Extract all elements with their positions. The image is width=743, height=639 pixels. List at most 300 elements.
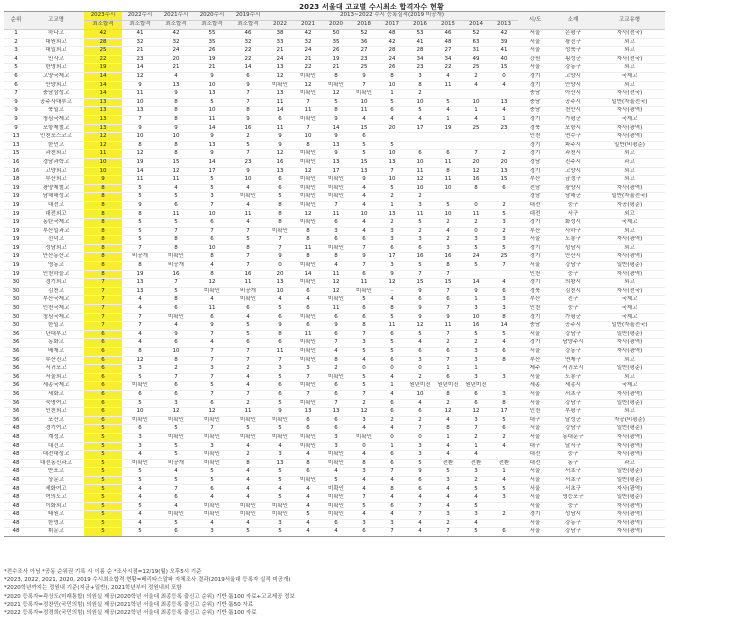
table-row [4, 347, 665, 356]
count-2022-cell: 10 [122, 133, 158, 142]
region-cell: 부산 [518, 176, 552, 185]
school-type-cell: 일반(평준) [594, 425, 665, 434]
district-cell: 서초구 [552, 468, 594, 477]
reg-2018-cell: 4 [350, 201, 378, 210]
reg-2018-cell: 5 [350, 150, 378, 159]
reg-2017-cell: 8 [378, 72, 406, 81]
district-cell: 동대문구 [552, 433, 594, 442]
count-2020-cell: 55 [194, 30, 230, 39]
count-2022-cell: 5 [122, 468, 158, 477]
count-2020-cell: 9 [194, 322, 230, 331]
region-cell: 경기 [518, 141, 552, 150]
reg-2017-cell: 4 [378, 476, 406, 485]
count-2021-cell: 6 [158, 201, 194, 210]
table-row [4, 459, 665, 468]
count-2023-cell: 5 [84, 528, 122, 537]
reg-2021-cell: 미확인 [294, 184, 322, 193]
reg-2022-cell: 3 [266, 451, 294, 460]
count-2021-cell: 3 [158, 399, 194, 408]
reg-2021-cell: 미확인 [294, 262, 322, 271]
count-2021-cell: 5 [158, 476, 194, 485]
reg-2022-cell: 6 [266, 176, 294, 185]
count-2021-cell: 10 [158, 347, 194, 356]
reg-2013-cell: 2 [490, 201, 518, 210]
count-2021-cell: 9 [158, 330, 194, 339]
reg-2022-cell: 5 [266, 425, 294, 434]
table-row [4, 141, 665, 150]
count-2019-cell: 16 [230, 270, 266, 279]
count-2023-cell: 8 [84, 219, 122, 228]
reg-2015-cell: 8 [434, 390, 462, 399]
count-2021-cell: 11 [158, 210, 194, 219]
region-cell: 서울 [518, 494, 552, 503]
school-name-cell: 배재고 [28, 347, 84, 356]
reg-2013-cell: 6 [490, 528, 518, 537]
count-2019-cell: 미확인 [230, 433, 266, 442]
reg-2020-cell: 미확인 [322, 373, 350, 382]
region-cell: 서울 [518, 64, 552, 73]
reg-2020-cell: 11 [322, 270, 350, 279]
school-type-cell: 외고 [594, 356, 665, 365]
reg-2022-cell: 미확인 [266, 433, 294, 442]
rank-cell: 19 [4, 262, 28, 271]
rank-cell: 48 [4, 502, 28, 511]
region-cell: 서울 [518, 373, 552, 382]
reg-2017-cell: 10 [378, 81, 406, 90]
rank-cell: 36 [4, 390, 28, 399]
school-name-cell: 경남과학고 [28, 158, 84, 167]
reg-2021-cell: 6 [294, 416, 322, 425]
count-2019-cell: 6 [230, 305, 266, 314]
reg-2013-cell: 39 [490, 38, 518, 47]
school-type-cell: 국제고 [594, 382, 665, 391]
region-cell: 부산 [518, 227, 552, 236]
reg-2022-cell: 11 [266, 124, 294, 133]
reg-2020-cell: 12 [322, 279, 350, 288]
count-2021-cell: 8 [158, 236, 194, 245]
table-row [4, 365, 665, 374]
reg-2022-cell: 미확인 [266, 81, 294, 90]
count-2019-cell: 5 [230, 236, 266, 245]
reg-2021-cell: 6 [294, 425, 322, 434]
region-cell: 인천 [518, 305, 552, 314]
reg-2021-cell: 4 [294, 502, 322, 511]
reg-2021-cell: 4 [294, 528, 322, 537]
rank-cell: 36 [4, 382, 28, 391]
reg-2015-cell: 6 [434, 150, 462, 159]
count-2021-cell: 5 [158, 519, 194, 528]
reg-2017-cell: 13 [378, 158, 406, 167]
district-cell: 강동구 [552, 64, 594, 73]
count-2021-cell: 미확인 [158, 433, 194, 442]
reg-2020-cell: 6 [322, 236, 350, 245]
rank-cell: 19 [4, 253, 28, 262]
region-cell: 부산 [518, 296, 552, 305]
count-2020-cell: 26 [194, 47, 230, 56]
reg-2018-cell: 6 [350, 313, 378, 322]
count-2019-cell: 5 [230, 322, 266, 331]
reg-2016-cell: 2 [406, 373, 434, 382]
reg-2013-cell: 5 [490, 244, 518, 253]
region-cell: 부산 [518, 356, 552, 365]
count-2019-cell: 22 [230, 55, 266, 64]
count-2022-cell: 9 [122, 81, 158, 90]
header-2023-sub: 최소합격 [84, 21, 122, 30]
reg-2015-cell: 3 [434, 511, 462, 520]
reg-2021-cell: 5 [294, 511, 322, 520]
count-2022-cell: 5 [122, 399, 158, 408]
reg-2013-cell: 3 [490, 494, 518, 503]
district-cell: 중구 [552, 451, 594, 460]
reg-2022-cell: 6 [266, 115, 294, 124]
region-cell: 전남 [518, 184, 552, 193]
school-type-cell: 외고 [594, 279, 665, 288]
reg-2017-cell: 3 [378, 519, 406, 528]
reg-2022-cell: 9 [266, 141, 294, 150]
count-2019-cell: 4 [230, 468, 266, 477]
reg-2014-cell: 3 [462, 468, 490, 477]
count-2023-cell: 9 [84, 176, 122, 185]
reg-2016-cell: 3 [406, 72, 434, 81]
reg-2016-cell: 9 [406, 305, 434, 314]
reg-2015-cell: 4 [434, 451, 462, 460]
reg-2014-cell: 49 [462, 55, 490, 64]
school-name-cell: 대건고 [28, 442, 84, 451]
reg-2015-cell: 46 [434, 30, 462, 39]
count-2019-cell: 4 [230, 494, 266, 503]
school-type-cell: 국제고 [594, 313, 665, 322]
region-cell: 서울 [518, 433, 552, 442]
reg-2017-cell: 1 [378, 382, 406, 391]
count-2020-cell: 6 [194, 399, 230, 408]
rank-cell: 48 [4, 433, 28, 442]
count-2021-cell: 5 [158, 219, 194, 228]
count-2019-cell: 5 [230, 330, 266, 339]
reg-2021-cell: 미확인 [294, 176, 322, 185]
reg-2020-cell: 12 [322, 287, 350, 296]
school-type-cell: 외고 [594, 244, 665, 253]
district-cell: 부평구 [552, 408, 594, 417]
school-type-cell: 외고 [594, 210, 665, 219]
count-2021-cell: 15 [158, 158, 194, 167]
reg-2018-cell: 36 [350, 38, 378, 47]
count-2020-cell: 13 [194, 90, 230, 99]
count-2022-cell: 4 [122, 296, 158, 305]
rank-cell: 4 [4, 55, 28, 64]
reg-2020-cell: 6 [322, 425, 350, 434]
reg-2022-cell: 13 [266, 279, 294, 288]
reg-2018-cell: 4 [350, 219, 378, 228]
rank-cell: 48 [4, 476, 28, 485]
rank-cell: 36 [4, 347, 28, 356]
count-2020-cell: 13 [194, 141, 230, 150]
reg-2018-cell: 4 [350, 485, 378, 494]
count-2022-cell: 21 [122, 47, 158, 56]
reg-2015-cell: 27 [434, 47, 462, 56]
reg-2018-cell: 미확인 [350, 90, 378, 99]
reg-2020-cell: 9 [322, 322, 350, 331]
rank-cell: 48 [4, 442, 28, 451]
district-cell: 성남시 [552, 511, 594, 520]
table-row [4, 356, 665, 365]
reg-2020-cell: 미확인 [322, 451, 350, 460]
school-type-cell: 자사(광역) [594, 124, 665, 133]
reg-2013-cell: 40 [490, 55, 518, 64]
count-2022-cell: 14 [122, 167, 158, 176]
count-2020-cell: 6 [194, 219, 230, 228]
count-2023-cell: 7 [84, 287, 122, 296]
reg-2021-cell: 8 [294, 253, 322, 262]
reg-2017-cell: 5 [378, 184, 406, 193]
count-2019-cell: 14 [230, 64, 266, 73]
reg-2015-cell: 9 [434, 313, 462, 322]
reg-2014-cell: 2 [462, 433, 490, 442]
region-cell: 서울 [518, 485, 552, 494]
reg-2021-cell: 4 [294, 519, 322, 528]
school-name-cell: 한영외고 [28, 64, 84, 73]
reg-2022-cell: 12 [266, 150, 294, 159]
reg-2017-cell: 48 [378, 30, 406, 39]
rank-cell: 19 [4, 193, 28, 202]
school-name-cell: 대전대성고 [28, 451, 84, 460]
reg-2018-cell: 5 [350, 141, 378, 150]
reg-2020-cell: 미확인 [322, 296, 350, 305]
district-cell: 안양시 [552, 81, 594, 90]
header-row-1 [4, 12, 665, 21]
reg-2022-cell: 5 [266, 193, 294, 202]
district-cell: 연수구 [552, 133, 594, 142]
school-name-cell: 부산외고 [28, 176, 84, 185]
table-row [4, 253, 665, 262]
count-2020-cell: 미확인 [194, 511, 230, 520]
count-2021-cell: 42 [158, 30, 194, 39]
school-name-cell: 한영고 [28, 519, 84, 528]
region-cell: 경기 [518, 167, 552, 176]
count-2020-cell: 12 [194, 279, 230, 288]
reg-2015-cell: 7 [434, 305, 462, 314]
region-cell: 대구 [518, 442, 552, 451]
count-2020-cell: 8 [194, 270, 230, 279]
count-2019-cell: 미확인 [230, 296, 266, 305]
reg-2017-cell: 28 [378, 47, 406, 56]
reg-2017-cell: 0 [378, 365, 406, 374]
count-2021-cell: 8 [158, 98, 194, 107]
reg-2013-cell: 4 [490, 81, 518, 90]
count-2019-cell: 4 [230, 519, 266, 528]
count-2023-cell: 5 [84, 494, 122, 503]
table-row [4, 287, 665, 296]
reg-2015-cell: 8 [434, 262, 462, 271]
reg-2021-cell: 3 [294, 365, 322, 374]
count-2023-cell: 7 [84, 296, 122, 305]
count-2020-cell: 6 [194, 485, 230, 494]
reg-2017-cell: 1 [378, 442, 406, 451]
reg-2020-cell: 3 [322, 227, 350, 236]
header-group-span: 2013~2022 수시 등록실적(2019 미공개) [266, 12, 518, 21]
count-2020-cell: 6 [194, 236, 230, 245]
reg-2018-cell: 10 [350, 210, 378, 219]
reg-2018-cell: 11 [350, 279, 378, 288]
header-2019-sub: 최소합격 [230, 21, 266, 30]
rank-cell: 30 [4, 322, 28, 331]
region-cell: 경기 [518, 339, 552, 348]
reg-2013-cell: 5 [490, 210, 518, 219]
count-2020-cell: 9 [194, 72, 230, 81]
school-type-cell: 외고 [594, 176, 665, 185]
reg-2014-cell: 1 [462, 365, 490, 374]
reg-2015-cell: 7 [434, 287, 462, 296]
reg-2016-cell: 6 [406, 476, 434, 485]
count-2023-cell: 6 [84, 356, 122, 365]
school-type-cell: 자사(전국) [594, 30, 665, 39]
reg-2021-cell: 4 [294, 451, 322, 460]
rank-cell: 16 [4, 167, 28, 176]
count-2019-cell: 9 [230, 115, 266, 124]
reg-2014-cell: 5 [462, 485, 490, 494]
reg-2017-cell: 6 [378, 459, 406, 468]
reg-2014-cell: 16 [462, 176, 490, 185]
reg-2022-cell: 9 [266, 253, 294, 262]
count-2019-cell: 4 [230, 373, 266, 382]
reg-2022-cell: 미확인 [266, 511, 294, 520]
reg-2022-cell: 11 [266, 347, 294, 356]
reg-2014-cell: 25 [462, 124, 490, 133]
count-2023-cell: 11 [84, 150, 122, 159]
reg-2014-cell: 7 [462, 425, 490, 434]
school-name-cell: 하나고 [28, 30, 84, 39]
district-cell: 횡성군 [552, 55, 594, 64]
count-2020-cell: 5 [194, 176, 230, 185]
district-cell: 공주시 [552, 322, 594, 331]
district-cell: 강남구 [552, 330, 594, 339]
district-cell: 과천시 [552, 150, 594, 159]
count-2019-cell: 5 [230, 141, 266, 150]
reg-2022-cell: 3 [266, 519, 294, 528]
reg-2016-cell: 5 [406, 330, 434, 339]
count-2020-cell: 11 [194, 115, 230, 124]
rank-cell: 3 [4, 47, 28, 56]
count-2020-cell: 미확인 [194, 502, 230, 511]
district-cell: 공주시 [552, 98, 594, 107]
header-year-2020: 2020 [322, 21, 350, 30]
reg-2021-cell: 11 [294, 330, 322, 339]
reg-2017-cell: 6 [378, 451, 406, 460]
reg-2016-cell: 2 [406, 416, 434, 425]
district-cell: 영등포구 [552, 494, 594, 503]
reg-2014-cell: 7 [462, 150, 490, 159]
reg-2013-cell [490, 270, 518, 279]
header-year-2014: 2014 [462, 21, 490, 30]
reg-2018-cell: 6 [350, 528, 378, 537]
count-2020-cell: 미확인 [194, 451, 230, 460]
count-2019-cell: 5 [230, 425, 266, 434]
table-row [4, 339, 665, 348]
count-2022-cell: 13 [122, 107, 158, 116]
table-row [4, 193, 665, 202]
reg-2015-cell: 4 [434, 502, 462, 511]
table-row [4, 81, 665, 90]
school-name-cell: 인천하늘고 [28, 270, 84, 279]
reg-2016-cell: 3 [406, 236, 434, 245]
reg-2016-cell: 8 [406, 81, 434, 90]
school-name-cell: 계성고 [28, 433, 84, 442]
count-2022-cell: 4 [122, 511, 158, 520]
reg-2015-cell: 8 [434, 167, 462, 176]
rank-cell: 30 [4, 313, 28, 322]
school-type-cell: 자사(광역) [594, 511, 665, 520]
reg-2016-cell: 12 [406, 176, 434, 185]
count-2020-cell: 19 [194, 55, 230, 64]
school-name-cell: 공주사대부고 [28, 98, 84, 107]
reg-2021-cell: 미확인 [294, 193, 322, 202]
footnote-line: *전수조사 아님 *공동 순위권 기록 시 이름 순 *조사시점=12/19(월) 오후5시 기준 [4, 569, 202, 575]
count-2019-cell: 8 [230, 459, 266, 468]
count-2023-cell: 12 [84, 141, 122, 150]
school-type-cell: 자사(광역) [594, 451, 665, 460]
header-district: 소재 [552, 12, 594, 30]
reg-2016-cell: 5 [406, 107, 434, 116]
reg-2018-cell: 3 [350, 339, 378, 348]
reg-2021-cell: 10 [294, 133, 322, 142]
reg-2014-cell: 3 [462, 236, 490, 245]
count-2020-cell: 10 [194, 81, 230, 90]
reg-2017-cell: 5 [378, 313, 406, 322]
school-name-cell: 여의도고 [28, 494, 84, 503]
reg-2020-cell: 19 [322, 55, 350, 64]
reg-2021-cell: 미확인 [294, 219, 322, 228]
rank-cell: 9 [4, 107, 28, 116]
region-cell: 경기 [518, 313, 552, 322]
reg-2014-cell: 8 [462, 184, 490, 193]
reg-2014-cell: 10 [462, 98, 490, 107]
school-type-cell: 일반(자율전국) [594, 322, 665, 331]
count-2022-cell: 5 [122, 373, 158, 382]
reg-2016-cell: 6 [406, 408, 434, 417]
reg-2020-cell: 미확인 [322, 184, 350, 193]
school-name-cell: 숙명여고 [28, 399, 84, 408]
count-2019-cell: 7 [230, 253, 266, 262]
footnote-line: *2020학년까지는 정원내 기준(지균+일반), 2021학년부터 정원내외 포함 [4, 585, 182, 592]
reg-2015-cell: 7 [434, 270, 462, 279]
table-row [4, 322, 665, 331]
school-name-cell: 세화고 [28, 390, 84, 399]
rank-cell: 48 [4, 485, 28, 494]
reg-2020-cell: 미확인 [322, 81, 350, 90]
count-2023-cell: 12 [84, 133, 122, 142]
reg-2016-cell: 4 [406, 494, 434, 503]
reg-2015-cell: 8 [434, 425, 462, 434]
reg-2022-cell: 5 [266, 476, 294, 485]
district-cell: 가평군 [552, 115, 594, 124]
reg-2018-cell: 15 [350, 158, 378, 167]
region-cell: 세종 [518, 382, 552, 391]
table-row [4, 150, 665, 159]
rank-cell: 30 [4, 287, 28, 296]
reg-2016-cell: 6 [406, 150, 434, 159]
district-cell: 동구 [552, 459, 594, 468]
count-2022-cell: 4 [122, 330, 158, 339]
count-2020-cell: 4 [194, 296, 230, 305]
reg-2017-cell: 26 [378, 64, 406, 73]
count-2019-cell: 4 [230, 184, 266, 193]
school-name-cell: 광양제철고 [28, 184, 84, 193]
reg-2013-cell: 2 [490, 150, 518, 159]
region-cell: 경북 [518, 287, 552, 296]
reg-2018-cell: 4 [350, 184, 378, 193]
count-2021-cell: 24 [158, 47, 194, 56]
header-2021-sub: 최소합격 [158, 21, 194, 30]
reg-2021-cell: 미확인 [294, 476, 322, 485]
